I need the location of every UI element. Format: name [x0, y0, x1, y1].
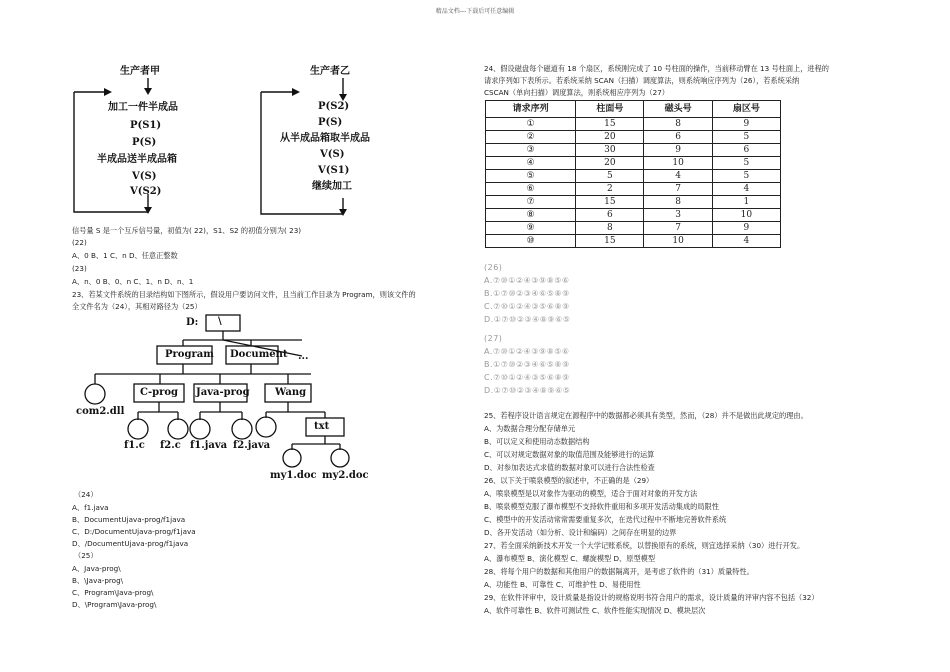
- producer-b-line: V(S1): [318, 165, 350, 176]
- q26r-option: A、喷泉模型是以对象作为驱动的模型，适合于面对对象的开发方法: [484, 489, 698, 498]
- q23-options: A、n、0 B、0、n C、1、n D、n、1: [72, 277, 194, 286]
- q24r-line3: CSCAN（单向扫描）调度算法，则系统相应序列为（27）: [484, 88, 669, 97]
- table-cell: 8: [644, 118, 712, 131]
- table-cell: 8: [644, 196, 712, 209]
- producer-a-line: P(S): [132, 137, 157, 148]
- q27-label: (27): [484, 334, 503, 343]
- q29r-text: 29、在软件评审中，设计质量是指设计的规格说明书符合用户的需求，设计质量的评审内容不包括（32）: [484, 593, 819, 602]
- q22-options: A、0 B、1 C、n D、任意正整数: [72, 251, 178, 260]
- q24-label: （24）: [74, 490, 98, 499]
- table-row: [486, 222, 781, 235]
- table-cell: 7: [644, 222, 712, 235]
- table-cell: ⑧: [486, 209, 576, 222]
- table-cell: 15: [576, 118, 644, 131]
- producer-a-line: V(S2): [130, 186, 162, 197]
- table-row: [486, 131, 781, 144]
- tree-node-java-prog: Java-prog: [196, 387, 250, 398]
- producer-b-line: 从半成品箱取半成品: [280, 133, 370, 144]
- table-row: [486, 209, 781, 222]
- producer-b-line: 继续加工: [312, 181, 352, 192]
- table-row: [486, 144, 781, 157]
- tree-node-c-prog: C-prog: [140, 387, 179, 398]
- table-cell: 5: [712, 131, 780, 144]
- q25-option: C、Program\Java-prog\: [72, 588, 154, 597]
- q26-option: B.①⑦⑩②③④⑥⑤⑧⑨: [484, 289, 570, 298]
- table-cell: 4: [712, 183, 780, 196]
- table-row: [486, 235, 781, 248]
- directory-tree-figure: [70, 312, 390, 484]
- table-cell: 6: [576, 209, 644, 222]
- producer-a-line: P(S1): [130, 120, 162, 131]
- table-header-row: [486, 101, 781, 118]
- table-cell: 15: [576, 235, 644, 248]
- table-cell: ③: [486, 144, 576, 157]
- q25r-text: 25、若程序设计语言规定在源程序中的数据都必须具有类型，然而，（28）并不是做出此规定的理由。: [484, 411, 808, 420]
- tree-leaf-f2-c: f2.c: [160, 440, 181, 451]
- disk-request-table: [485, 100, 781, 248]
- table-cell: 10: [644, 157, 712, 170]
- q25r-option: C、可以对规定数据对象的取值范围及能够进行的运算: [484, 450, 655, 459]
- q23-label: (23): [72, 264, 87, 273]
- tree-node-txt: txt: [314, 421, 330, 432]
- producer-a-title: 生产者甲: [120, 66, 160, 77]
- q28r-options: A、功能性 B、可靠性 C、可维护性 D、易使用性: [484, 580, 641, 589]
- page-header: 精品文档---下载后可任意编辑: [435, 8, 515, 15]
- table-cell: 15: [576, 196, 644, 209]
- table-cell: 5: [712, 157, 780, 170]
- table-row: [486, 183, 781, 196]
- table-cell: ②: [486, 131, 576, 144]
- q24-option: B、DocumentUjava-prog/f1java: [72, 515, 186, 524]
- q24-option: C、D:/DocumentUjava-prog/f1java: [72, 527, 196, 536]
- producer-a-line: 加工一件半成品: [108, 102, 178, 113]
- table-cell: ⑤: [486, 170, 576, 183]
- producer-b-line: P(S2): [318, 101, 350, 112]
- table-cell: 20: [576, 157, 644, 170]
- q27-option: B.①⑦⑩②③④⑥⑤⑧⑨: [484, 360, 570, 369]
- q28r-text: 28、将每个用户的数据和其他用户的数据隔离开，是考虑了软件的（31）质量特性。: [484, 567, 754, 576]
- q25-option: D、\Program\Java-prog\: [72, 600, 157, 609]
- q25r-option: B、可以定义和使用动态数据结构: [484, 437, 590, 446]
- producer-b-line: P(S): [318, 117, 343, 128]
- q27-option: D.①⑦⑩②③④⑧⑨⑥⑤: [484, 386, 571, 395]
- tree-leaf-f1-c: f1.c: [124, 440, 145, 451]
- q22-label: (22): [72, 238, 87, 247]
- table-header: 磁头号: [644, 101, 712, 118]
- producer-b-line: V(S): [320, 149, 345, 160]
- table-cell: ⑩: [486, 235, 576, 248]
- table-cell: 8: [576, 222, 644, 235]
- q26-option: C.⑦⑩①②④③⑤⑥⑧⑨: [484, 302, 570, 311]
- q26r-option: C、模型中的开发活动常常需要重复多次，在迭代过程中不断地完善软件系统: [484, 515, 727, 524]
- table-cell: 30: [576, 144, 644, 157]
- table-cell: 9: [712, 222, 780, 235]
- table-header: 柱面号: [576, 101, 644, 118]
- table-cell: 5: [712, 170, 780, 183]
- q25r-option: A、为数据合理分配存储单元: [484, 424, 576, 433]
- table-cell: 4: [712, 235, 780, 248]
- q27r-text: 27、若全面采纳新技术开发一个大学记账系统，以替换原有的系统，则宜选择采纳（30）进行开发。: [484, 541, 805, 550]
- q25-option: B、\Java-prog\: [72, 576, 124, 585]
- producer-a-line: V(S): [132, 171, 157, 182]
- tree-node-document: Document: [230, 349, 288, 360]
- tree-node-program: Program: [165, 349, 214, 360]
- table-cell: ④: [486, 157, 576, 170]
- producer-a-line: 半成品送半成品箱: [97, 154, 177, 165]
- tree-leaf-f2-java: f2.java: [233, 440, 271, 451]
- q25r-option: D、对参加表达式求值的数据对象可以进行合法性检查: [484, 463, 655, 472]
- table-cell: ①: [486, 118, 576, 131]
- tree-leaf-f1-java: f1.java: [190, 440, 228, 451]
- table-cell: 3: [644, 209, 712, 222]
- table-header: 请求序列: [486, 101, 576, 118]
- q23-text-line1: 23、若某文件系统的目录结构如下图所示，假设用户要访问文件，且当前工作目录为 Program，则该文件的: [72, 290, 416, 299]
- q26-option: D.①⑦⑩②③④⑧⑨⑥⑤: [484, 315, 571, 324]
- producer-b-title: 生产者乙: [310, 66, 350, 77]
- table-cell: 10: [644, 235, 712, 248]
- q24r-line1: 24、假设磁盘每个磁道有 18 个扇区，系统刚完成了 10 号柱面的操作，当前移动臂在 13 号柱面上，进程的: [484, 64, 829, 73]
- q25-option: A、Java-prog\: [72, 564, 121, 573]
- table-cell: 6: [644, 131, 712, 144]
- table-header: 扇区号: [712, 101, 780, 118]
- q22-text: 信号量 S 是一个互斥信号量，初值为( 22)，S1、S2 的初值分别为( 23): [72, 226, 302, 235]
- table-cell: 6: [712, 144, 780, 157]
- table-row: [486, 157, 781, 170]
- q24-option: A、f1.java: [72, 503, 109, 512]
- table-row: [486, 118, 781, 131]
- table-row: [486, 170, 781, 183]
- tree-leaf-my2-doc: my2.doc: [322, 470, 369, 481]
- q25-label: （25）: [74, 551, 98, 560]
- table-cell: 10: [712, 209, 780, 222]
- table-cell: 5: [576, 170, 644, 183]
- table-cell: 7: [644, 183, 712, 196]
- table-cell: ⑦: [486, 196, 576, 209]
- tree-root-slash: \: [218, 316, 222, 327]
- q26r-option: D、各开发活动（如分析、设计和编码）之间存在明显的边界: [484, 528, 677, 537]
- q29r-options: A、软件可靠性 B、软件可测试性 C、软件性能实现情况 D、模块层次: [484, 606, 706, 615]
- q23-text-line2: 全文件名为（24），其相对路径为（25）: [72, 302, 202, 311]
- q24r-line2: 请求序列如下表所示。若系统采纳 SCAN（扫描）调度算法，则系统响应序列为（26），若系统采纳: [484, 76, 800, 85]
- q26r-option: B、喷泉模型克服了瀑布模型不支持软件重用和多项开发活动集成的局限性: [484, 502, 719, 511]
- q24-option: D、/DocumentUjava-prog/f1java: [72, 539, 189, 548]
- tree-leaf-com2-dll: com2.dll: [76, 406, 125, 417]
- q27r-options: A、瀑布模型 B、演化模型 C、螺旋模型 D、原型模型: [484, 554, 656, 563]
- table-cell: 4: [644, 170, 712, 183]
- table-row: [486, 196, 781, 209]
- tree-leaf-my1-doc: my1.doc: [270, 470, 317, 481]
- table-cell: 20: [576, 131, 644, 144]
- table-cell: 9: [712, 118, 780, 131]
- q27-option: C.⑦⑩①②④③⑤⑥⑧⑨: [484, 373, 570, 382]
- tree-root-label: D:: [186, 317, 199, 328]
- table-cell: 1: [712, 196, 780, 209]
- tree-node-more: ...: [298, 351, 309, 362]
- table-cell: ⑨: [486, 222, 576, 235]
- q26-option: A.⑦⑩①②④③⑨⑧⑤⑥: [484, 276, 570, 285]
- q26-label: (26): [484, 263, 503, 272]
- table-cell: 9: [644, 144, 712, 157]
- q27-option: A.⑦⑩①②④③⑨⑧⑤⑥: [484, 347, 570, 356]
- q26r-text: 26、以下关于喷泉模型的叙述中，不正确的是（29）: [484, 476, 654, 485]
- table-cell: 2: [576, 183, 644, 196]
- table-cell: ⑥: [486, 183, 576, 196]
- tree-node-wang: Wang: [275, 387, 307, 398]
